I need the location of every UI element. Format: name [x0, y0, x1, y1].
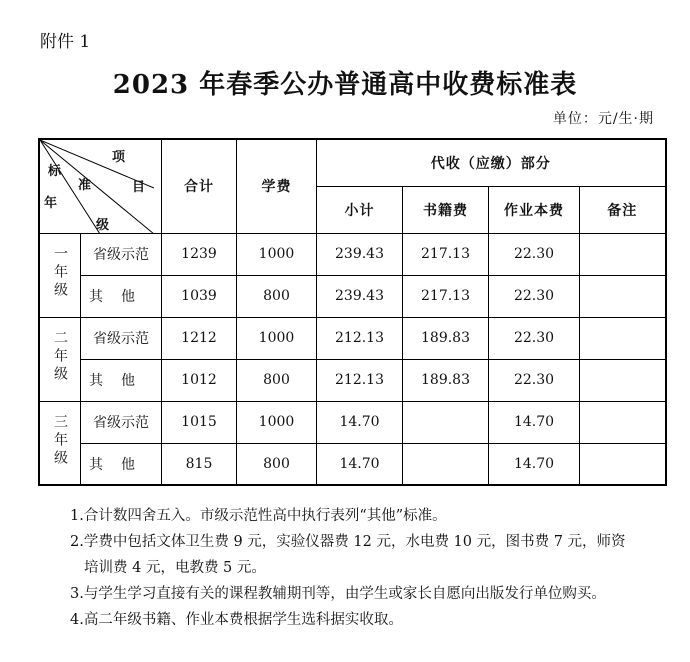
fee-standard-table — [38, 138, 667, 486]
remarks-cell — [580, 275, 666, 317]
grade-label: 一年级 — [52, 246, 68, 300]
table-row — [39, 359, 666, 401]
diag-label-nian: 年 — [44, 196, 58, 211]
total-cell: 1039 — [162, 275, 237, 317]
subtotal-cell: 239.43 — [317, 275, 403, 317]
homework-cell: 14.70 — [489, 401, 580, 443]
school-type-cell: 省级示范 — [81, 233, 162, 275]
header-tuition: 学费 — [237, 139, 317, 233]
diag-label-mu: 目 — [132, 180, 146, 195]
books-cell: 189.83 — [403, 317, 489, 359]
books-cell: 217.13 — [403, 233, 489, 275]
diag-label-biao: 标 — [48, 164, 62, 179]
header-agency: 代收（应缴）部分 — [317, 139, 666, 186]
school-type-cell: 其他 — [81, 275, 162, 317]
total-cell: 815 — [162, 443, 237, 485]
note-4: 4.高二年级书籍、作业本费根据学生选科据实收取。 — [70, 612, 403, 628]
homework-cell: 22.30 — [489, 275, 580, 317]
homework-cell: 22.30 — [489, 359, 580, 401]
books-cell: 189.83 — [403, 359, 489, 401]
tuition-cell: 800 — [237, 359, 317, 401]
note-1: 1.合计数四舍五入。市级示范性高中执行表列“其他”标准。 — [70, 508, 447, 524]
homework-cell: 14.70 — [489, 443, 580, 485]
grade-cell — [39, 233, 81, 317]
remarks-cell — [580, 401, 666, 443]
remarks-cell — [580, 443, 666, 485]
books-cell — [403, 401, 489, 443]
diag-label-item: 项 — [112, 150, 126, 165]
diagonal-header-cell — [39, 139, 162, 233]
homework-cell: 22.30 — [489, 233, 580, 275]
tuition-cell: 1000 — [237, 401, 317, 443]
header-books: 书籍费 — [403, 186, 489, 233]
page-title: 2023 年春季公办普通高中收费标准表 — [112, 70, 578, 100]
table-row — [39, 401, 666, 443]
diag-label-std: 准 — [78, 178, 92, 193]
diag-label-ji: 级 — [96, 218, 110, 233]
homework-cell: 22.30 — [489, 317, 580, 359]
grade-label: 三年级 — [52, 413, 68, 468]
grade-label: 二年级 — [52, 330, 68, 384]
subtotal-cell: 14.70 — [317, 401, 403, 443]
header-remarks: 备注 — [580, 186, 666, 233]
school-type-cell: 省级示范 — [81, 317, 162, 359]
table-row — [39, 275, 666, 317]
subtotal-cell: 212.13 — [317, 317, 403, 359]
school-type-cell: 其他 — [81, 443, 162, 485]
books-cell — [403, 443, 489, 485]
subtotal-cell: 212.13 — [317, 359, 403, 401]
total-cell: 1012 — [162, 359, 237, 401]
remarks-cell — [580, 317, 666, 359]
note-2a: 2.学费中包括文体卫生费 9 元，实验仪器费 12 元，水电费 10 元，图书费 7 元，师资 — [70, 534, 626, 550]
subtotal-cell: 14.70 — [317, 443, 403, 485]
books-cell: 217.13 — [403, 275, 489, 317]
table-row — [39, 317, 666, 359]
subtotal-cell: 239.43 — [317, 233, 403, 275]
tuition-cell: 1000 — [237, 317, 317, 359]
remarks-cell — [580, 233, 666, 275]
grade-cell — [39, 317, 81, 401]
notes-section — [70, 503, 670, 633]
header-subtotal: 小计 — [317, 186, 403, 233]
tuition-cell: 800 — [237, 443, 317, 485]
tuition-cell: 800 — [237, 275, 317, 317]
grade-cell — [39, 401, 81, 485]
unit-label: 单位：元/生·期 — [552, 111, 654, 127]
table-row — [39, 233, 666, 275]
total-cell: 1239 — [162, 233, 237, 275]
table-row — [39, 443, 666, 485]
total-cell: 1015 — [162, 401, 237, 443]
tuition-cell: 1000 — [237, 233, 317, 275]
header-total: 合计 — [162, 139, 237, 233]
school-type-cell: 省级示范 — [81, 401, 162, 443]
total-cell: 1212 — [162, 317, 237, 359]
note-2b: 培训费 4 元，电教费 5 元。 — [84, 560, 266, 576]
header-homework: 作业本费 — [489, 186, 580, 233]
remarks-cell — [580, 359, 666, 401]
note-3: 3.与学生学习直接有关的课程教辅期刊等，由学生或家长自愿向出版发行单位购买。 — [70, 586, 606, 602]
school-type-cell: 其他 — [81, 359, 162, 401]
attachment-label: 附件 1 — [40, 32, 91, 52]
